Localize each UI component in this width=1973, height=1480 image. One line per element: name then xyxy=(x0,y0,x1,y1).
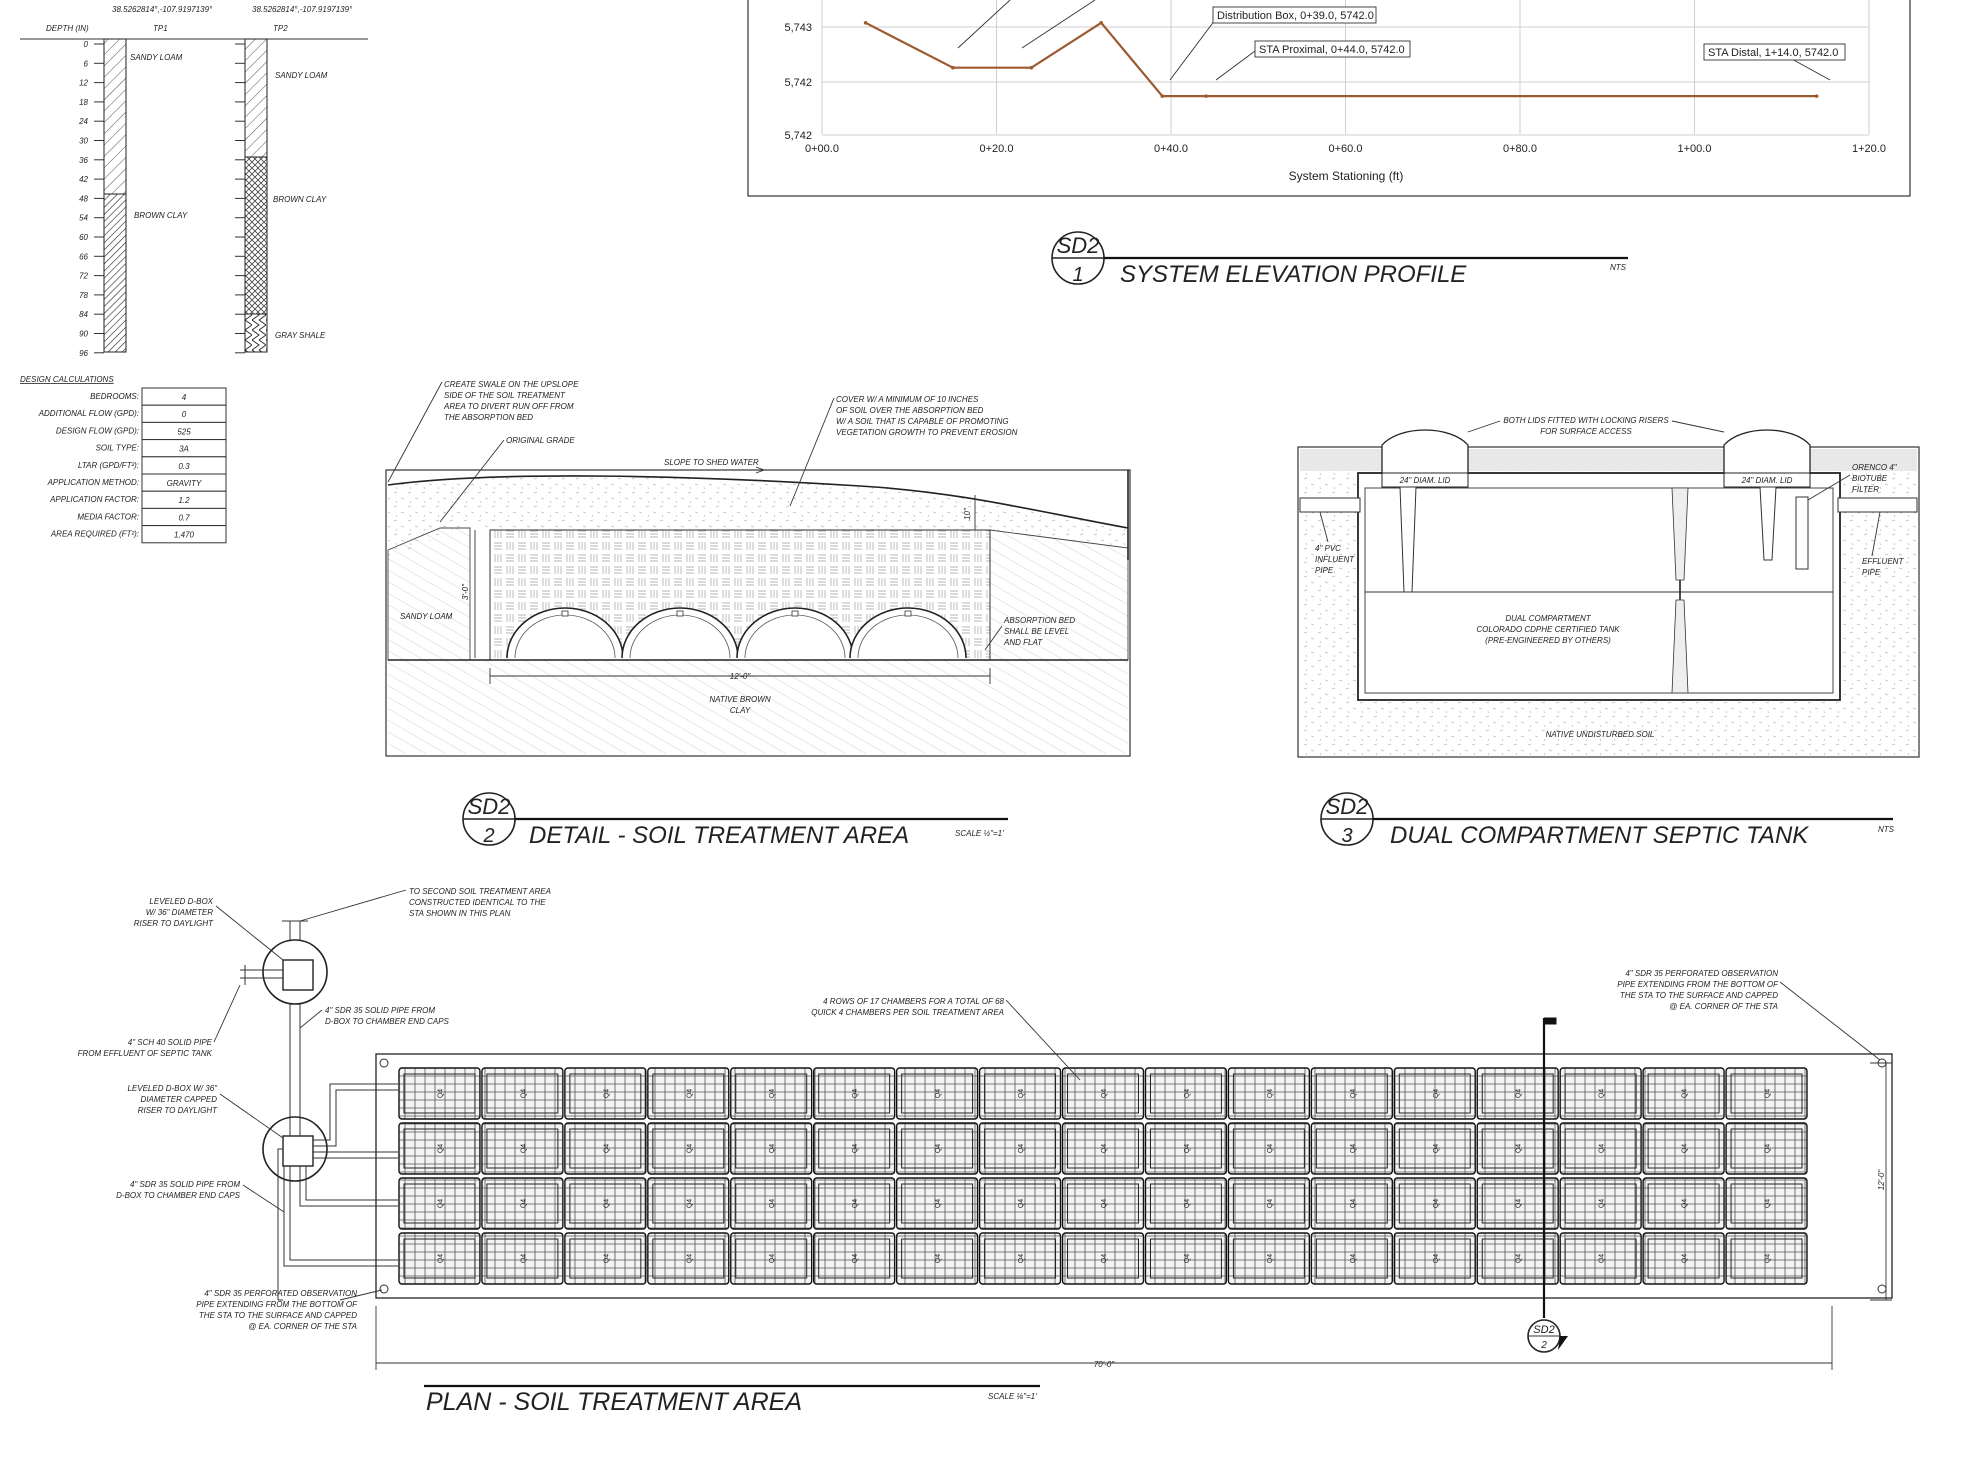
plan-chamber-label: Q4 xyxy=(1515,1198,1523,1209)
note-second-sta xyxy=(409,887,551,918)
tp1-layer-1-label: SANDY LOAM xyxy=(130,53,183,62)
tp2-name: TP2 xyxy=(273,24,288,33)
plan-chamber-label: Q4 xyxy=(1681,1253,1689,1264)
plan-chamber-label: Q4 xyxy=(1681,1198,1689,1209)
lid-riser-left xyxy=(1382,430,1468,473)
detail-chamber-vent xyxy=(905,611,911,616)
depth-tick-label: 78 xyxy=(79,290,88,300)
tp2-brown-clay-layer xyxy=(245,157,267,314)
svg-text:ABSORPTION BED: ABSORPTION BED xyxy=(1004,616,1076,625)
note-lids-2: FOR SURFACE ACCESS xyxy=(1540,427,1632,436)
plan-chamber-label: Q4 xyxy=(1183,1088,1191,1099)
plan-chamber-label: Q4 xyxy=(1598,1198,1606,1209)
svg-text:SIDE OF THE SOIL TREATMENT: SIDE OF THE SOIL TREATMENT xyxy=(444,391,565,400)
biotube-filter xyxy=(1796,497,1808,569)
title-block-tank xyxy=(1321,793,1895,849)
svg-text:FROM EFFLUENT OF SEPTIC TANK: FROM EFFLUENT OF SEPTIC TANK xyxy=(77,1049,212,1058)
profile-x-tick: 1+20.0 xyxy=(1852,143,1886,155)
svg-text:THE ABSORPTION BED: THE ABSORPTION BED xyxy=(444,413,534,422)
plan-chamber-label: Q4 xyxy=(520,1253,528,1264)
note-influent-1: 4" PVC xyxy=(1315,544,1341,553)
lid-riser-right xyxy=(1724,430,1810,473)
svg-text:LEVELED D-BOX: LEVELED D-BOX xyxy=(149,897,213,906)
note-sch40 xyxy=(78,1038,213,1058)
plan-chamber-label: Q4 xyxy=(1515,1088,1523,1099)
tp1-brown-clay-layer xyxy=(104,194,126,352)
elevation-profile-chart xyxy=(748,0,1910,196)
depth-tick-label: 12 xyxy=(79,78,88,88)
svg-text:CREATE SWALE ON THE UPSLOPE: CREATE SWALE ON THE UPSLOPE xyxy=(444,380,579,389)
dim-12ft-plan: 12'-0" xyxy=(1877,1169,1886,1191)
svg-text:RISER TO DAYLIGHT: RISER TO DAYLIGHT xyxy=(133,919,213,928)
svg-text:OF SOIL OVER THE ABSORPTION BE: OF SOIL OVER THE ABSORPTION BED xyxy=(836,406,984,415)
influent-pipe xyxy=(1300,498,1360,512)
depth-tick-label: 66 xyxy=(79,252,88,262)
plan-chamber-label: Q4 xyxy=(769,1143,777,1154)
note-dbox1 xyxy=(134,897,214,928)
note-sandy-loam: SANDY LOAM xyxy=(400,612,453,621)
plan-chamber-label: Q4 xyxy=(603,1198,611,1209)
note-swale xyxy=(443,380,579,422)
svg-text:CONSTRUCTED IDENTICAL TO THE: CONSTRUCTED IDENTICAL TO THE xyxy=(409,898,546,907)
calc-label: BEDROOMS: xyxy=(90,392,139,401)
plan-chamber-label: Q4 xyxy=(1266,1198,1274,1209)
svg-text:PIPE EXTENDING FROM THE BOTTOM: PIPE EXTENDING FROM THE BOTTOM OF xyxy=(1617,980,1778,989)
calc-value: 0 xyxy=(181,410,187,420)
note-slope: SLOPE TO SHED WATER xyxy=(664,458,759,467)
dim-70ft: 70'-0" xyxy=(1093,1360,1115,1369)
tp2-sandy-loam-layer xyxy=(245,39,267,157)
plan-chamber-label: Q4 xyxy=(1101,1253,1108,1264)
plan-chamber-label: Q4 xyxy=(1266,1143,1274,1154)
plan-chamber-label: Q4 xyxy=(520,1088,528,1099)
plan-chamber-label: Q4 xyxy=(686,1143,694,1154)
profile-y-tick: 5,742 xyxy=(784,130,812,142)
note-sdr-solid-top xyxy=(325,1006,450,1026)
depth-tick-label: 90 xyxy=(79,329,88,339)
note-tank-3: (PRE-ENGINEERED BY OTHERS) xyxy=(1485,636,1611,645)
profile-point xyxy=(864,21,868,25)
profile-y-tick: 5,743 xyxy=(784,22,812,34)
depth-tick-label: 96 xyxy=(79,348,88,358)
dim-12ft: 12'-0" xyxy=(729,672,751,681)
depth-tick-label: 42 xyxy=(79,175,88,185)
svg-text:@ EA. CORNER OF THE STA: @ EA. CORNER OF THE STA xyxy=(248,1322,357,1331)
annotation-proximal: STA Proximal, 0+44.0, 5742.0 xyxy=(1259,44,1405,56)
svg-text:STA SHOWN IN THIS PLAN: STA SHOWN IN THIS PLAN xyxy=(409,909,511,918)
note-influent-2: INFLUENT xyxy=(1315,555,1355,564)
detail-soil-treatment-area xyxy=(386,380,1130,756)
profile-x-tick: 1+00.0 xyxy=(1677,143,1712,155)
plan-chamber-label: Q4 xyxy=(935,1198,943,1209)
plan-chamber-label: Q4 xyxy=(686,1088,694,1099)
plan-chamber-label: Q4 xyxy=(686,1198,694,1209)
profile-x-tick: 0+40.0 xyxy=(1154,143,1188,155)
note-tank-2: COLORADO CDPHE CERTIFIED TANK xyxy=(1476,625,1620,634)
profile-y-tick: 5,742 xyxy=(784,77,812,89)
profile-point xyxy=(1099,21,1103,25)
callout-sheet-2: SD2 xyxy=(467,794,511,819)
calc-value: GRAVITY xyxy=(166,479,202,488)
calc-label: AREA REQUIRED (FT²): xyxy=(50,529,139,539)
plan-chamber-label: Q4 xyxy=(1266,1088,1274,1099)
svg-text:PIPE EXTENDING FROM THE BOTTOM: PIPE EXTENDING FROM THE BOTTOM OF xyxy=(196,1300,357,1309)
note-original-grade: ORIGINAL GRADE xyxy=(506,436,575,445)
note-native-undisturbed: NATIVE UNDISTURBED SOIL xyxy=(1545,730,1655,739)
svg-text:W/ 36" DIAMETER: W/ 36" DIAMETER xyxy=(145,908,213,917)
plan-chamber-label: Q4 xyxy=(1018,1143,1026,1154)
note-orenco-3: FILTER xyxy=(1852,485,1879,494)
scale-detail: SCALE ½"=1' xyxy=(955,829,1004,838)
note-rows xyxy=(811,997,1004,1017)
calc-label: MEDIA FACTOR: xyxy=(77,512,139,522)
note-orenco-2: BIOTUBE xyxy=(1852,474,1888,483)
note-dbox2 xyxy=(127,1084,218,1115)
calcs-table xyxy=(38,388,226,543)
profile-x-tick: 0+20.0 xyxy=(979,143,1014,155)
left-side-soil xyxy=(388,528,470,660)
plan-chamber-label: Q4 xyxy=(437,1198,445,1209)
plan-chamber-label: Q4 xyxy=(1183,1143,1191,1154)
note-orenco-1: ORENCO 4" xyxy=(1852,463,1897,472)
plan-chamber-label: Q4 xyxy=(1764,1253,1772,1264)
title-tank: DUAL COMPARTMENT SEPTIC TANK xyxy=(1390,822,1809,849)
note-tank-1: DUAL COMPARTMENT xyxy=(1505,614,1591,623)
title-detail: DETAIL - SOIL TREATMENT AREA xyxy=(529,822,910,849)
plan-chamber-label: Q4 xyxy=(1432,1198,1440,1209)
title-plan: PLAN - SOIL TREATMENT AREA xyxy=(426,1388,803,1416)
title-block-detail xyxy=(463,793,1008,849)
svg-text:AREA TO DIVERT RUN OFF FROM: AREA TO DIVERT RUN OFF FROM xyxy=(444,402,574,411)
plan-chamber-label: Q4 xyxy=(1515,1253,1523,1264)
depth-tick-label: 24 xyxy=(79,117,88,127)
svg-text:COVER W/ A MINIMUM OF 10 INCHE: COVER W/ A MINIMUM OF 10 INCHES xyxy=(836,395,979,404)
boring-logs xyxy=(20,5,368,358)
calc-value: 3A xyxy=(179,444,189,454)
plan-chamber-label: Q4 xyxy=(1432,1088,1440,1099)
plan-chamber-label: Q4 xyxy=(1681,1088,1689,1099)
plan-chamber-label: Q4 xyxy=(852,1198,860,1209)
profile-x-tick: 0+80.0 xyxy=(1503,143,1537,155)
svg-text:4" SDR 35 SOLID PIPE FROM: 4" SDR 35 SOLID PIPE FROM xyxy=(325,1006,435,1015)
svg-text:TO SECOND SOIL TREATMENT AREA: TO SECOND SOIL TREATMENT AREA xyxy=(409,887,551,896)
tp2-coordinate: 38.5262814°,-107.9197139° xyxy=(252,5,353,14)
svg-text:RISER TO DAYLIGHT: RISER TO DAYLIGHT xyxy=(137,1106,217,1115)
plan-chamber-label: Q4 xyxy=(437,1143,445,1154)
depth-tick-label: 30 xyxy=(79,136,88,146)
plan-chamber-label: Q4 xyxy=(1515,1143,1523,1154)
depth-tick-label: 18 xyxy=(79,97,88,107)
plan-chamber-label: Q4 xyxy=(1018,1198,1026,1209)
tp2-layer-2-label: BROWN CLAY xyxy=(273,195,327,204)
lid-right-label: 24" DIAM. LID xyxy=(1741,476,1793,485)
plan-chamber-label: Q4 xyxy=(1349,1198,1357,1209)
pipe-dbox-link xyxy=(290,1004,300,1136)
note-sdr-solid-bottom xyxy=(116,1180,241,1200)
plan-chamber-label: Q4 xyxy=(520,1198,528,1209)
plan-chamber-label: Q4 xyxy=(852,1253,860,1264)
svg-text:4" SDR 35 PERFORATED OBSERVATI: 4" SDR 35 PERFORATED OBSERVATION xyxy=(204,1289,357,1298)
note-influent-3: PIPE xyxy=(1315,566,1334,575)
svg-text:@ EA. CORNER OF THE STA: @ EA. CORNER OF THE STA xyxy=(1669,1002,1778,1011)
svg-text:4" SCH 40 SOLID PIPE: 4" SCH 40 SOLID PIPE xyxy=(127,1038,212,1047)
plan-chamber-label: Q4 xyxy=(935,1143,943,1154)
title-block-profile xyxy=(1052,232,1628,288)
plan-chamber-label: Q4 xyxy=(935,1088,943,1099)
tp1-sandy-loam-layer xyxy=(104,39,126,194)
note-cover xyxy=(836,395,1018,437)
depth-tick-label: 36 xyxy=(79,155,88,165)
title-block-plan xyxy=(424,1386,1040,1416)
plan-chamber-label: Q4 xyxy=(1101,1088,1108,1099)
svg-text:4" SDR 35 SOLID PIPE FROM: 4" SDR 35 SOLID PIPE FROM xyxy=(130,1180,240,1189)
profile-x-tick: 0+00.0 xyxy=(805,143,839,155)
plan-chamber-label: Q4 xyxy=(603,1088,611,1099)
lid-left-label: 24" DIAM. LID xyxy=(1399,476,1451,485)
profile-x-axis-label: System Stationing (ft) xyxy=(1288,169,1404,183)
plan-chamber-label: Q4 xyxy=(769,1088,777,1099)
calc-label: APPLICATION FACTOR: xyxy=(50,495,139,505)
note-lids-1: BOTH LIDS FITTED WITH LOCKING RISERS xyxy=(1503,416,1669,425)
svg-text:THE STA TO THE SURFACE AND CAP: THE STA TO THE SURFACE AND CAPPED xyxy=(1619,991,1778,1000)
calc-value: 525 xyxy=(177,427,191,437)
svg-text:SHALL BE LEVEL: SHALL BE LEVEL xyxy=(1004,627,1070,636)
svg-text:4" SDR 35 PERFORATED OBSERVATI: 4" SDR 35 PERFORATED OBSERVATION xyxy=(1625,969,1778,978)
svg-text:LEVELED D-BOX W/ 36": LEVELED D-BOX W/ 36" xyxy=(127,1084,217,1093)
pipe-to-second-sta xyxy=(282,921,308,940)
depth-tick-label: 72 xyxy=(79,271,88,281)
note-native-2: CLAY xyxy=(729,706,751,715)
callout-number-2: 2 xyxy=(483,825,495,847)
tp2-layer-1-label: SANDY LOAM xyxy=(275,71,328,80)
tp2-gray-shale-layer xyxy=(245,314,267,352)
depth-tick-label: 54 xyxy=(79,213,88,223)
design-calculations xyxy=(20,375,226,543)
annotation-distal: STA Distal, 1+14.0, 5742.0 xyxy=(1708,47,1839,59)
note-effluent-2: PIPE xyxy=(1862,568,1881,577)
plan-chamber-label: Q4 xyxy=(1349,1253,1357,1264)
plan-chamber-label: Q4 xyxy=(1266,1253,1274,1264)
profile-point xyxy=(1204,94,1208,98)
effluent-pipe xyxy=(1838,498,1917,512)
profile-point xyxy=(1160,94,1164,98)
scale-plan: SCALE ⅛"=1' xyxy=(988,1392,1037,1401)
plan-chamber-label: Q4 xyxy=(1598,1143,1606,1154)
plan-chamber-label: Q4 xyxy=(1349,1143,1357,1154)
note-obs-right xyxy=(1617,969,1779,1011)
profile-point xyxy=(951,66,955,70)
calc-label: DESIGN FLOW (GPD): xyxy=(55,426,139,436)
depth-tick-label: 0 xyxy=(83,40,88,49)
callout-sheet-1: SD2 xyxy=(1056,233,1100,258)
svg-text:THE STA TO THE SURFACE AND CAP: THE STA TO THE SURFACE AND CAPPED xyxy=(198,1311,357,1320)
plan-chamber-label: Q4 xyxy=(1183,1198,1191,1209)
plan-chamber-label: Q4 xyxy=(1018,1088,1026,1099)
svg-text:DIAMETER CAPPED: DIAMETER CAPPED xyxy=(140,1095,217,1104)
plan-chamber-label: Q4 xyxy=(1018,1253,1026,1264)
tp2-layer-3-label: GRAY SHALE xyxy=(275,331,326,340)
plan-chamber-label: Q4 xyxy=(1183,1253,1191,1264)
profile-point xyxy=(1815,94,1819,98)
calc-label: APPLICATION METHOD: xyxy=(47,478,139,487)
scale-profile: NTS xyxy=(1610,263,1626,272)
plan-chamber-label: Q4 xyxy=(1432,1253,1440,1264)
tp1-layer-2-label: BROWN CLAY xyxy=(134,211,188,220)
dbox-bottom xyxy=(283,1136,313,1166)
plan-chamber-label: Q4 xyxy=(769,1198,777,1209)
plan-chamber-label: Q4 xyxy=(1764,1143,1772,1154)
plan-chamber-label: Q4 xyxy=(852,1088,860,1099)
depth-header: DEPTH (IN) xyxy=(46,24,89,33)
detail-chamber-vent xyxy=(792,611,798,616)
plan-chamber-label: Q4 xyxy=(603,1143,611,1154)
section-ref-sheet: SD2 xyxy=(1533,1324,1555,1336)
section-ref-number: 2 xyxy=(1541,1340,1547,1351)
tp1-name: TP1 xyxy=(153,24,168,33)
dim-10in: 10" xyxy=(963,508,972,520)
detail-chamber-vent xyxy=(562,611,568,616)
plan-chamber-label: Q4 xyxy=(1101,1198,1108,1209)
plan-chamber-label: Q4 xyxy=(1101,1143,1108,1154)
dim-3ft: 3'-0" xyxy=(461,584,470,600)
calc-label: SOIL TYPE: xyxy=(95,443,139,453)
calc-label: ADDITIONAL FLOW (GPD): xyxy=(38,409,139,419)
plan-chamber-label: Q4 xyxy=(437,1253,445,1264)
plan-chamber-label: Q4 xyxy=(1681,1143,1689,1154)
profile-x-tick: 0+60.0 xyxy=(1328,143,1363,155)
tp1-coordinate: 38.5262814°,-107.9197139° xyxy=(112,5,213,14)
note-effluent-1: EFFLUENT xyxy=(1862,557,1904,566)
plan-chamber-label: Q4 xyxy=(437,1088,445,1099)
profile-frame xyxy=(748,0,1910,196)
calc-value: 1.2 xyxy=(178,496,190,506)
svg-text:QUICK 4 CHAMBERS PER SOIL TREA: QUICK 4 CHAMBERS PER SOIL TREATMENT AREA xyxy=(811,1008,1004,1017)
plan-soil-treatment-area xyxy=(78,887,1892,1370)
calc-value: 0.7 xyxy=(178,513,190,523)
scale-tank: NTS xyxy=(1878,825,1894,834)
depth-scale xyxy=(78,40,245,358)
svg-text:D-BOX TO CHAMBER END CAPS: D-BOX TO CHAMBER END CAPS xyxy=(325,1017,449,1026)
calc-value: 0.3 xyxy=(178,461,190,471)
svg-text:4 ROWS OF 17 CHAMBERS FOR A TO: 4 ROWS OF 17 CHAMBERS FOR A TOTAL OF 68 xyxy=(823,997,1004,1006)
plan-chamber-label: Q4 xyxy=(1598,1253,1606,1264)
calcs-title: DESIGN CALCULATIONS xyxy=(20,375,114,384)
septic-tank-detail xyxy=(1298,416,1919,757)
title-profile: SYSTEM ELEVATION PROFILE xyxy=(1120,261,1467,288)
callout-number-3: 3 xyxy=(1341,825,1353,847)
plan-chamber-label: Q4 xyxy=(1349,1088,1357,1099)
plan-chamber-label: Q4 xyxy=(1764,1198,1772,1209)
plan-chamber-label: Q4 xyxy=(686,1253,694,1264)
svg-text:W/ A SOIL THAT IS CAPABLE OF P: W/ A SOIL THAT IS CAPABLE OF PROMOTING xyxy=(836,417,1009,426)
svg-text:VEGETATION GROWTH TO PREVENT E: VEGETATION GROWTH TO PREVENT EROSION xyxy=(836,428,1018,437)
plan-chamber-label: Q4 xyxy=(1598,1088,1606,1099)
callout-number-1: 1 xyxy=(1072,264,1084,286)
plan-chamber-label: Q4 xyxy=(769,1253,777,1264)
plan-chamber-label: Q4 xyxy=(1432,1143,1440,1154)
calc-value: 1,470 xyxy=(173,530,195,540)
plan-chamber-label: Q4 xyxy=(935,1253,943,1264)
detail-chamber-vent xyxy=(677,611,683,616)
pipe-from-tank xyxy=(240,965,283,985)
note-native-1: NATIVE BROWN xyxy=(709,695,771,704)
plan-chamber-label: Q4 xyxy=(1764,1088,1772,1099)
native-clay xyxy=(388,660,1128,754)
plan-chamber-label: Q4 xyxy=(603,1253,611,1264)
profile-point xyxy=(1030,66,1034,70)
depth-tick-label: 48 xyxy=(79,194,88,204)
depth-tick-label: 6 xyxy=(83,59,88,69)
annotation-dbox: Distribution Box, 0+39.0, 5742.0 xyxy=(1217,10,1374,22)
svg-text:AND FLAT: AND FLAT xyxy=(1004,638,1043,647)
plan-chamber-label: Q4 xyxy=(852,1143,860,1154)
calc-label: LTAR (GPD/FT²): xyxy=(77,460,139,470)
callout-sheet-3: SD2 xyxy=(1325,794,1369,819)
depth-tick-label: 84 xyxy=(79,310,88,320)
dbox-top xyxy=(283,960,313,990)
plan-chamber-label: Q4 xyxy=(520,1143,528,1154)
depth-tick-label: 60 xyxy=(79,233,88,242)
svg-text:D-BOX TO CHAMBER END CAPS: D-BOX TO CHAMBER END CAPS xyxy=(116,1191,240,1200)
note-obs-left xyxy=(196,1289,358,1331)
calc-value: 4 xyxy=(181,393,187,402)
